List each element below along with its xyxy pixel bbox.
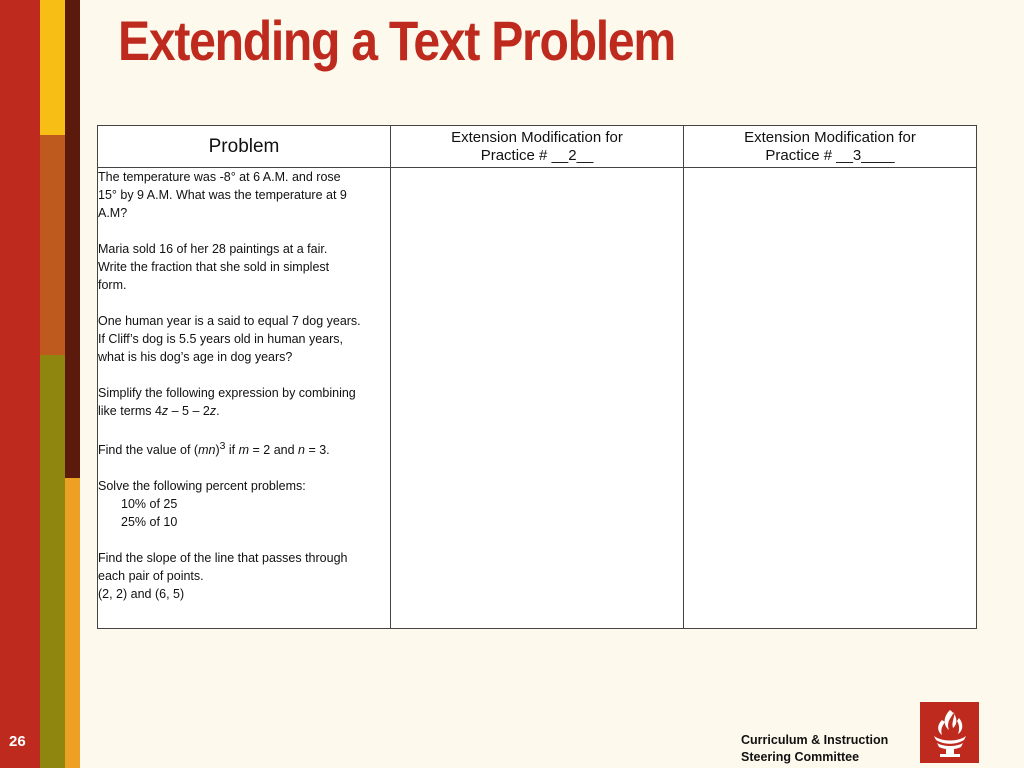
table-body-row xyxy=(98,168,977,629)
text-fragment: – 5 – 2 xyxy=(168,404,210,418)
problem-simplify-expression xyxy=(98,384,390,420)
flame-torch-logo-icon xyxy=(920,702,979,763)
variable-z: z xyxy=(209,404,217,418)
text-fragment: ) xyxy=(215,443,220,458)
header-extension-practice-3 xyxy=(684,126,977,168)
problem-line: Find the slope of the line that passes through xyxy=(98,551,348,566)
problem-line: form. xyxy=(98,278,127,292)
problem-line: (2, 2) and (6, 5) xyxy=(98,587,185,602)
percent-item: 25% of 10 xyxy=(121,515,178,530)
text-fragment: like terms 4 xyxy=(98,404,162,418)
percent-item: 10% of 25 xyxy=(121,497,178,512)
header-ext2-prefix: Practice # xyxy=(480,146,548,164)
exponent: 3 xyxy=(219,441,226,452)
left-stripe-dark-brown xyxy=(65,0,80,478)
extension-practice-2-cell[interactable] xyxy=(391,168,684,629)
footer-organization xyxy=(741,732,888,766)
extension-practice-3-cell[interactable] xyxy=(684,168,977,629)
text-fragment: if xyxy=(225,443,239,458)
header-ext2-line1: Extension Modification for xyxy=(451,128,623,146)
problem-line: Solve the following percent problems: xyxy=(98,479,306,494)
problem-list-cell xyxy=(98,168,391,629)
problem-line: A.M? xyxy=(98,206,128,220)
variable-mn: mn xyxy=(198,443,216,458)
left-stripe-orange xyxy=(40,135,65,355)
left-stripe-red xyxy=(0,0,40,768)
footer-line1: Curriculum & Instruction xyxy=(741,733,889,747)
slide-title: Extending a Text Problem xyxy=(118,9,675,72)
problem-percent xyxy=(98,477,390,531)
page-number: 26 xyxy=(9,733,26,750)
problem-slope xyxy=(98,549,390,603)
problem-line: Write the fraction that she sold in simplest xyxy=(98,260,330,274)
header-problem: Problem xyxy=(98,126,391,168)
text-fragment: = 2 and xyxy=(249,443,299,458)
problem-dog-years xyxy=(98,312,390,366)
footer-line2: Steering Committee xyxy=(741,750,860,764)
problem-line: If Cliff’s dog is 5.5 years old in human years, xyxy=(98,332,344,346)
text-fragment: = 3. xyxy=(304,443,330,458)
logo-svg xyxy=(920,702,979,763)
problem-temperature xyxy=(98,168,390,222)
text-fragment: Find the value of ( xyxy=(98,443,199,458)
left-stripe-yellow xyxy=(40,0,65,135)
header-ext3-prefix: Practice # xyxy=(765,146,833,164)
table-header-row xyxy=(98,126,977,168)
problem-line: 15° by 9 A.M. What was the temperature at 9 xyxy=(98,188,347,202)
problem-line: what is his dog’s age in dog years? xyxy=(98,350,293,364)
variable-m: m xyxy=(238,443,250,458)
header-ext3-line2 xyxy=(684,147,976,165)
problem-line: each pair of points. xyxy=(98,569,204,584)
problem-line: The temperature was -8° at 6 A.M. and rose xyxy=(98,170,341,184)
problem-line: One human year is a said to equal 7 dog years. xyxy=(98,314,361,328)
header-ext2-line2 xyxy=(391,147,683,165)
variable-z: z xyxy=(161,404,169,418)
problem-line: Maria sold 16 of her 28 paintings at a fair. xyxy=(98,242,328,256)
header-ext3-line1: Extension Modification for xyxy=(744,128,916,146)
header-ext3-number: __3____ xyxy=(836,146,895,164)
header-extension-practice-2 xyxy=(391,126,684,168)
problem-line xyxy=(98,402,390,420)
problem-line xyxy=(98,438,390,459)
variable-n: n xyxy=(298,443,305,458)
left-stripe-gold xyxy=(65,478,80,768)
problem-line: Simplify the following expression by combining xyxy=(98,386,356,400)
problem-table xyxy=(97,125,977,629)
text-fragment: . xyxy=(216,404,220,418)
problem-maria-paintings xyxy=(98,240,390,294)
header-ext2-number: __2__ xyxy=(551,146,594,164)
problem-find-value xyxy=(98,438,390,459)
left-stripe-olive xyxy=(40,355,65,768)
